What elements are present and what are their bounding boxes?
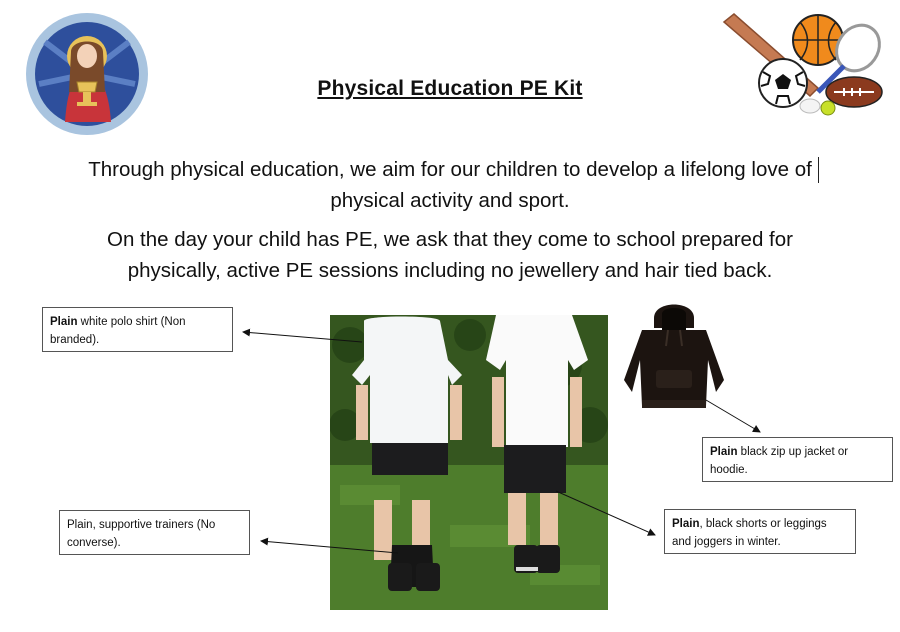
text-cursor xyxy=(818,157,819,183)
sports-balls-icon xyxy=(718,10,886,125)
shirt-label-text: white polo shirt (Non branded). xyxy=(50,316,186,346)
jacket-label-text: black zip up jacket or hoodie. xyxy=(710,446,849,476)
label-box-shirt xyxy=(42,307,233,352)
shorts-label-bold: Plain xyxy=(672,518,700,530)
label-box-shorts xyxy=(664,509,856,554)
page-title: Physical Education PE Kit xyxy=(317,77,583,100)
trainers-label-text: Plain, supportive trainers (No converse). xyxy=(67,519,216,549)
intro-paragraph: Through physical education, we aim for our children to develop a lifelong love of physical activity and sport. xyxy=(88,158,812,212)
children-pe-kit-photo xyxy=(330,315,608,610)
instructions-paragraph: On the day your child has PE, we ask that they come to school prepared for physically, active PE sessions including no jewellery and hair tied back. xyxy=(107,228,793,282)
black-hoodie-icon xyxy=(612,300,736,416)
shirt-label-bold: Plain xyxy=(50,316,78,328)
shorts-label-text: , black shorts or leggings and joggers in winter. xyxy=(672,518,827,548)
label-box-trainers xyxy=(59,510,250,555)
school-crest-logo xyxy=(25,12,149,136)
label-box-jacket xyxy=(702,437,893,482)
jacket-label-bold: Plain xyxy=(710,446,738,458)
